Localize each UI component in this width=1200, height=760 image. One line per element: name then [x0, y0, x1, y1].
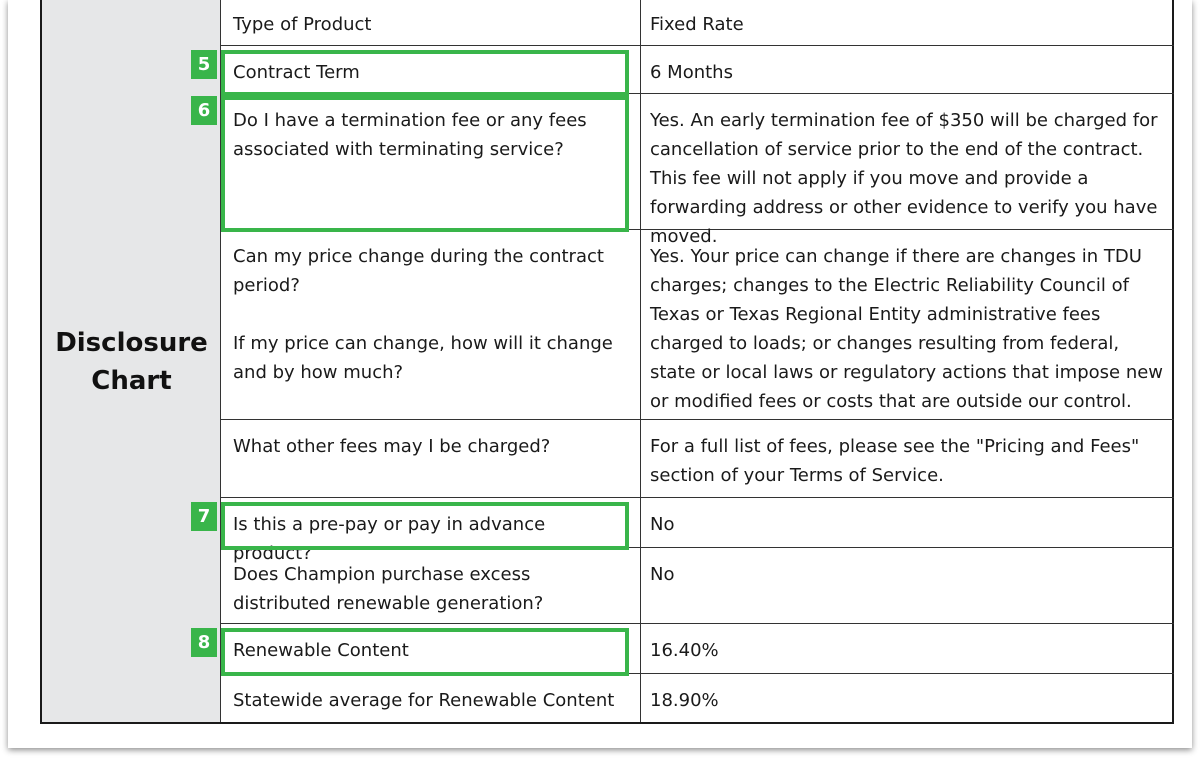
row-question: Do I have a termination fee or any fees associated with terminating service?: [233, 110, 587, 160]
highlight-box-prepay: [221, 502, 629, 550]
row-question: What other fees may I be charged?: [233, 436, 551, 457]
row-question: Can my price change during the contract period? If my price can change, how will it change and by how much?: [233, 246, 613, 383]
highlight-box-contract-term: [221, 50, 629, 96]
row-question: Does Champion purchase excess distributed renewable generation?: [233, 564, 544, 614]
highlight-box-renewable-content: [221, 628, 629, 676]
callout-badge: 5: [191, 50, 217, 79]
table-row: [221, 548, 1174, 624]
row-answer: Fixed Rate: [640, 0, 1168, 45]
row-question: Is this a pre-pay or pay in advance product?: [233, 514, 546, 564]
callout-badge: 6: [191, 96, 217, 125]
row-question: Type of Product: [233, 14, 372, 35]
row-answer: No: [640, 498, 1168, 547]
row-answer: 16.40%: [640, 624, 1168, 673]
row-question: Contract Term: [233, 62, 360, 83]
table-row: [221, 420, 1174, 498]
row-answer: 6 Months: [640, 46, 1168, 93]
row-answer: 18.90%: [640, 674, 1168, 722]
table-row: [221, 674, 1174, 722]
table-row: [221, 0, 1174, 46]
document-card: [8, 0, 1192, 748]
row-answer: No: [640, 548, 1168, 623]
callout-badge: 8: [191, 628, 217, 657]
row-question: Renewable Content: [233, 640, 409, 661]
side-title: Disclosure Chart: [55, 328, 208, 396]
row-question: Statewide average for Renewable Content: [233, 690, 615, 711]
disclosure-table: [40, 0, 1174, 724]
highlight-box-termination-fee: [221, 96, 629, 232]
row-answer: Yes. An early termination fee of $350 will be charged for cancellation of service prior to the end of the contract. This fee will not apply if you move and provide a forwarding address or other evidence to verify you have moved.: [640, 94, 1168, 229]
callout-badge: 7: [191, 502, 217, 531]
row-answer: For a full list of fees, please see the "Pricing and Fees" section of your Terms of Service.: [640, 420, 1168, 497]
row-answer: Yes. Your price can change if there are changes in TDU charges; changes to the Electric Reliability Council of Texas or Texas Regional Entity administrative fees charged to loads; or changes resulting from federal, state or local laws or regulatory actions that impose new or modified fees or costs that are outside our control.: [640, 230, 1168, 419]
table-row: [221, 230, 1174, 420]
